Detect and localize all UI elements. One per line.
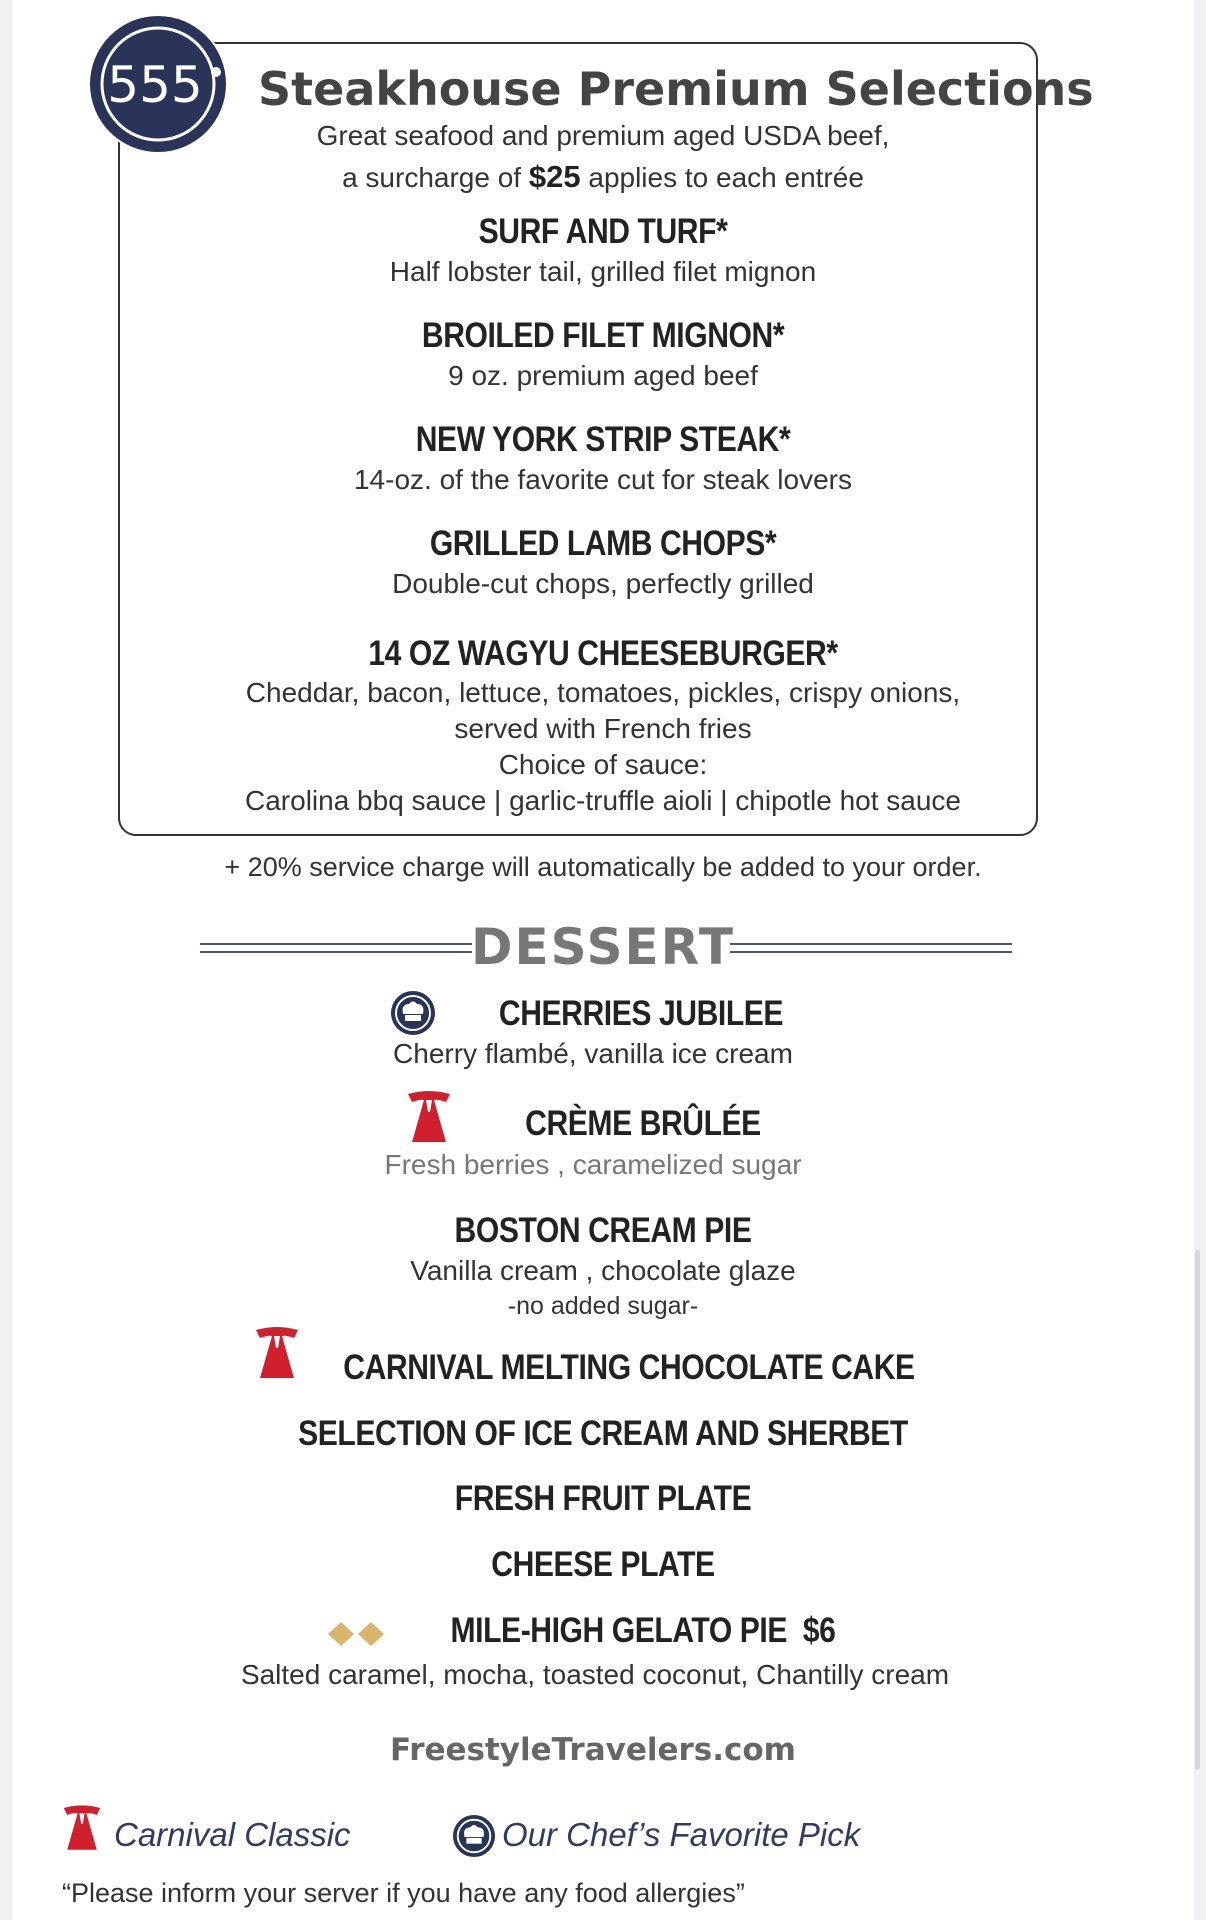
dessert-cheese-plate: CHEESE PLATE [491, 1545, 715, 1584]
item-desc: Vanilla cream , chocolate glaze [410, 1255, 796, 1286]
item-desc: Carolina bbq sauce | garlic-truffle aioli | chipotle hot sauce [245, 785, 961, 816]
gelato-pie-price: $6 [802, 1611, 836, 1650]
item-broiled-filet: BROILED FILET MIGNON* [421, 316, 785, 355]
item-lamb-chops: GRILLED LAMB CHOPS* [429, 524, 777, 563]
service-charge-note: + 20% service charge will automatically be added to your order. [224, 852, 982, 882]
carnival-classic-icon [62, 1804, 102, 1857]
dessert-gelato-pie [124, 1611, 1161, 1651]
item-wagyu-burger: 14 OZ WAGYU CHEESEBURGER* [368, 634, 838, 673]
allergy-note: “Please inform your server if you have any food allergies” [62, 1878, 745, 1908]
dessert-boston-cream-pie: BOSTON CREAM PIE [454, 1211, 752, 1250]
item-desc: 9 oz. premium aged beef [448, 360, 758, 391]
steakhouse-title: Steakhouse Premium Selections [258, 62, 1094, 116]
gelato-pie-name: MILE-HIGH GELATO PIE [450, 1611, 787, 1650]
item-desc: Cherry flambé, vanilla ice cream [393, 1038, 793, 1069]
subtitle-pre: a surcharge of [342, 162, 529, 193]
item-desc: Fresh berries , caramelized sugar [384, 1149, 802, 1180]
legend-carnival-classic: Carnival Classic [114, 1816, 351, 1853]
item-desc: Choice of sauce: [498, 749, 708, 780]
legend-chef-pick: Our Chef’s Favorite Pick [502, 1816, 861, 1853]
logo-text: 555 [107, 56, 203, 114]
brand-link[interactable]: FreestyleTravelers.com [390, 1732, 796, 1768]
item-desc: Double-cut chops, perfectly grilled [392, 568, 814, 599]
dessert-melting-chocolate-cake: CARNIVAL MELTING CHOCOLATE CAKE [343, 1348, 915, 1387]
item-desc: Cheddar, bacon, lettuce, tomatoes, pickles, crispy onions, [245, 677, 961, 708]
dessert-cherries-jubilee: CHERRIES JUBILEE [498, 994, 784, 1033]
steakhouse-subtitle-1: Great seafood and premium aged USDA beef, [316, 120, 890, 151]
item-desc: served with French fries [454, 713, 752, 744]
dessert-ice-cream-sherbet: SELECTION OF ICE CREAM AND SHERBET [298, 1414, 908, 1453]
dessert-fresh-fruit-plate: FRESH FRUIT PLATE [454, 1479, 752, 1518]
item-ny-strip: NEW YORK STRIP STEAK* [415, 420, 791, 459]
surcharge-price: $25 [528, 159, 581, 194]
dessert-creme-brulee: CRÈME BRÛLÉE [525, 1104, 761, 1143]
dessert-header: DESSERT [471, 918, 735, 976]
item-desc: -no added sugar- [507, 1292, 699, 1320]
item-desc: Half lobster tail, grilled filet mignon [389, 256, 817, 287]
chef-hat-icon [452, 1814, 496, 1863]
item-desc: 14-oz. of the favorite cut for steak lovers [353, 464, 852, 495]
item-surf-and-turf: SURF AND TURF* [478, 212, 728, 251]
steakhouse-subtitle-2 [0, 157, 1206, 198]
item-desc: Salted caramel, mocha, toasted coconut, Chantilly cream [240, 1659, 950, 1690]
subtitle-post: applies to each entrée [580, 162, 864, 193]
